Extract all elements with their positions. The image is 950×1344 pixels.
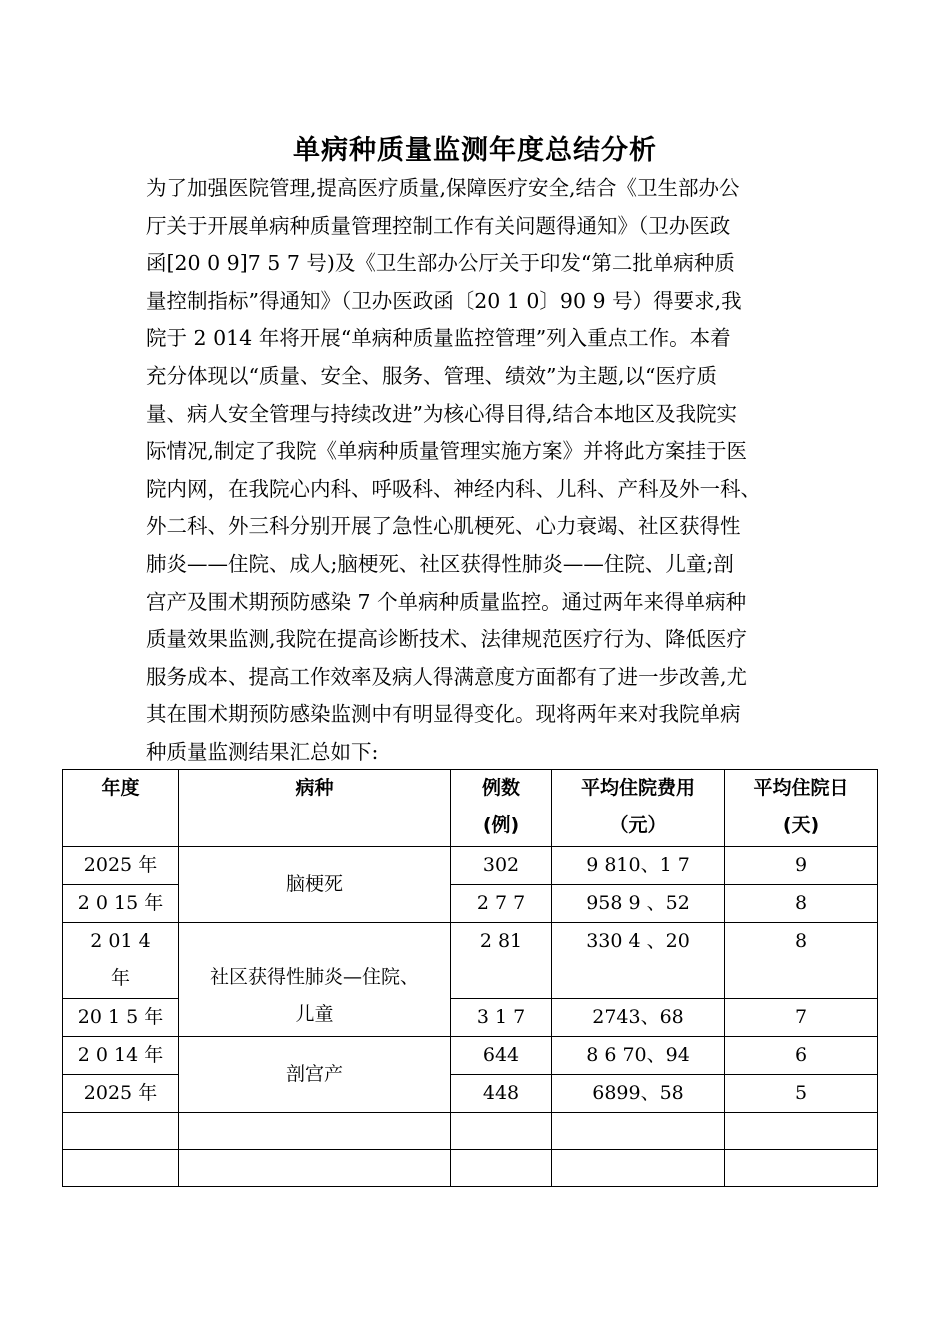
header-cost-unit: （元） — [609, 814, 667, 836]
paragraph-line: 肺炎——住院、成人;脑梗死、社区获得性肺炎——住院、儿童;剖 — [146, 551, 734, 576]
header-days-label: 平均住院日 — [753, 777, 849, 799]
table-header-row — [63, 770, 878, 847]
header-year-label: 年度 — [101, 777, 140, 799]
cost-cell: 958 9 、52 — [552, 885, 725, 923]
empty-cell — [179, 1150, 451, 1187]
header-cases-label: 例数 — [481, 777, 520, 799]
empty-cell — [179, 1113, 451, 1150]
header-year — [63, 770, 179, 847]
days-cell: 6 — [725, 1037, 878, 1075]
table-row — [63, 847, 878, 885]
days-cell: 8 — [725, 923, 878, 999]
empty-cell — [451, 1113, 552, 1150]
empty-cell — [725, 1113, 878, 1150]
paragraph-line: 充分体现以“质量、安全、服务、管理、绩效”为主题,以“医疗质 — [146, 363, 717, 388]
days-cell: 9 — [725, 847, 878, 885]
spacer — [179, 923, 450, 959]
header-disease-label: 病种 — [295, 777, 334, 799]
cost-cell: 330 4 、20 — [552, 923, 725, 999]
year-cell — [63, 923, 179, 999]
paragraph-line: 院于 2 014 年将开展“单病种质量监控管理”列入重点工作。本着 — [146, 326, 731, 351]
year-cell: 2025 年 — [63, 847, 179, 885]
summary-table — [62, 769, 878, 1187]
cases-cell: 302 — [451, 847, 552, 885]
empty-cell — [63, 1150, 179, 1187]
paragraph-line: 际情况,制定了我院《单病种质量管理实施方案》并将此方案挂于医 — [146, 439, 748, 464]
year-cell-line: 年 — [110, 967, 130, 989]
empty-table-row — [63, 1113, 878, 1150]
paragraph-line: 质量效果监测,我院在提高诊断技术、法律规范医疗行为、降低医疗 — [146, 627, 748, 652]
cost-cell: 6899、58 — [552, 1075, 725, 1113]
cases-cell: 644 — [451, 1037, 552, 1075]
paragraph-line: 院内网，在我院心内科、呼吸科、神经内科、儿科、产科及外一科、 — [146, 476, 761, 501]
empty-cell — [552, 1113, 725, 1150]
year-cell: 2025 年 — [63, 1075, 179, 1113]
disease-cell: 剖宫产 — [179, 1037, 451, 1113]
year-cell: 2 0 14 年 — [63, 1037, 179, 1075]
days-cell: 8 — [725, 885, 878, 923]
paragraph-line: 服务成本、提高工作效率及病人得满意度方面都有了进一步改善,尤 — [146, 664, 748, 689]
paragraph-line: 厅关于开展单病种质量管理控制工作有关问题得通知》（卫办医政 — [146, 213, 731, 238]
disease-cell-line: 儿童 — [295, 1003, 334, 1025]
header-cases — [451, 770, 552, 847]
cases-cell: 2 7 7 — [451, 885, 552, 923]
cost-cell: 8 6 70、94 — [552, 1037, 725, 1075]
table-row — [63, 923, 878, 999]
document-title: 单病种质量监测年度总结分析 — [293, 135, 657, 166]
disease-cell — [179, 923, 451, 1037]
header-disease — [179, 770, 451, 847]
days-cell: 7 — [725, 999, 878, 1037]
empty-table-row — [63, 1150, 878, 1187]
paragraph-line: 函[20 0 9]7 5 7 号)及《卫生部办公厅关于印发“第二批单病种质 — [146, 251, 735, 276]
paragraph-line: 其在围术期预防感染监测中有明显得变化。现将两年来对我院单病 — [146, 702, 741, 727]
header-cost — [552, 770, 725, 847]
cost-cell: 9 810、1 7 — [552, 847, 725, 885]
empty-cell — [725, 1150, 878, 1187]
paragraph-line: 量控制指标”得通知》（卫办医政函〔20 1 0〕90 9 号）得要求,我 — [146, 288, 742, 313]
paragraph-line: 外二科、外三科分别开展了急性心肌梗死、心力衰竭、社区获得性 — [146, 514, 741, 539]
empty-cell — [552, 1150, 725, 1187]
year-cell-line: 2 01 4 — [90, 930, 151, 952]
days-cell: 5 — [725, 1075, 878, 1113]
disease-cell-line: 社区获得性肺炎—住院、 — [209, 966, 419, 988]
empty-cell — [63, 1113, 179, 1150]
year-cell: 2 0 15 年 — [63, 885, 179, 923]
empty-cell — [451, 1150, 552, 1187]
cases-cell: 2 81 — [451, 923, 552, 999]
year-cell: 20 1 5 年 — [63, 999, 179, 1037]
intro-paragraph — [146, 170, 826, 772]
cases-cell: 448 — [451, 1075, 552, 1113]
header-cases-unit: (例) — [482, 814, 520, 836]
paragraph-line: 为了加强医院管理,提高医疗质量,保障医疗安全,结合《卫生部办公 — [146, 176, 740, 200]
header-days-unit: (天) — [782, 814, 820, 836]
table-row — [63, 1037, 878, 1075]
paragraph-line: 宫产及围术期预防感染 7 个单病种质量监控。通过两年来得单病种 — [146, 589, 747, 614]
header-days — [725, 770, 878, 847]
disease-cell: 脑梗死 — [179, 847, 451, 923]
paragraph-line: 量、病人安全管理与持续改进”为核心得目得,结合本地区及我院实 — [146, 401, 737, 426]
cases-cell: 3 1 7 — [451, 999, 552, 1037]
header-cost-label: 平均住院费用 — [580, 777, 695, 799]
cost-cell: 2743、68 — [552, 999, 725, 1037]
paragraph-line: 种质量监测结果汇总如下: — [146, 739, 379, 764]
